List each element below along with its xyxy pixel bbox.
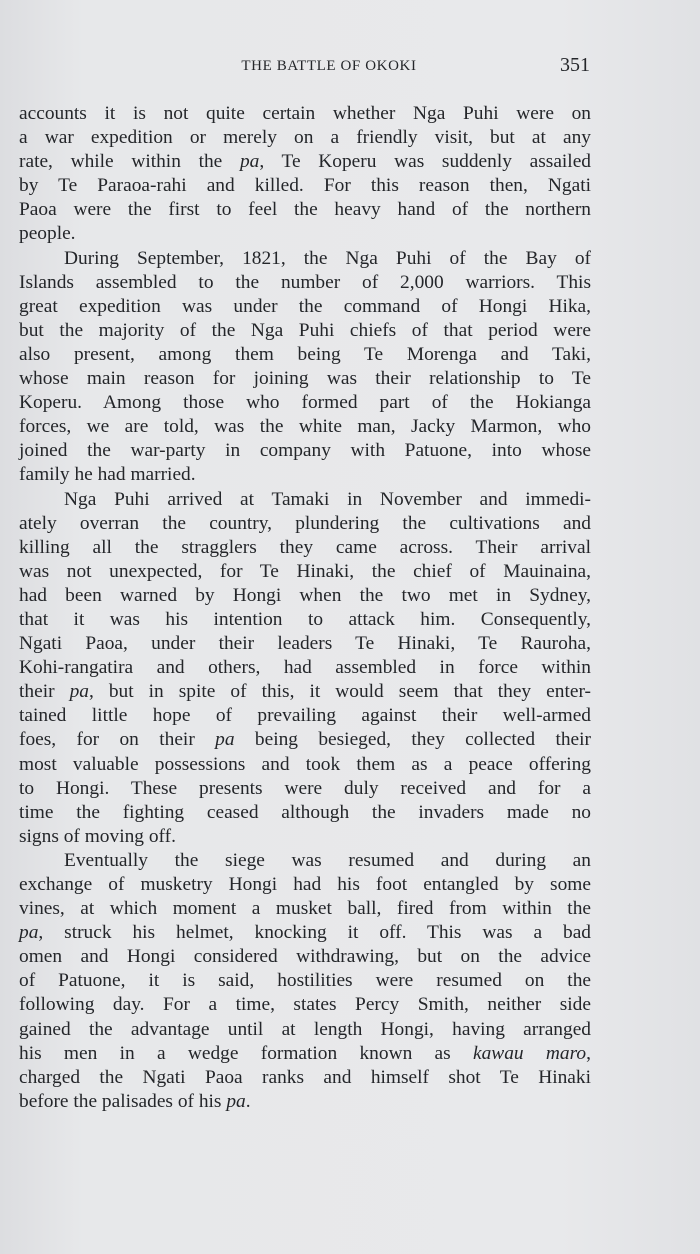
text-line: accounts it is not quite certain whether Nga Puhi were on <box>19 103 591 124</box>
text-line: his men in a wedge formation known as kawau maro, <box>19 1042 591 1064</box>
text-line: Paoa were the first to feel the heavy hand of the northern <box>19 199 591 221</box>
text-line: vines, at which moment a musket ball, fired from within the <box>19 898 591 920</box>
text-line: great expedition was under the command of Hongi Hika, <box>19 295 591 317</box>
paragraph-1 <box>19 102 591 247</box>
text-line: their pa, but in spite of this, it would seem that they enter- <box>19 681 591 703</box>
paragraph-3 <box>19 488 591 849</box>
text-line: of Patuone, it is said, hostilities were resumed on the <box>19 970 591 992</box>
text-line: Nga Puhi arrived at Tamaki in November and immedi- <box>64 488 591 510</box>
paragraph-2 <box>19 247 591 488</box>
running-title: THE BATTLE OF OKOKI <box>241 58 417 74</box>
text-line: tained little hope of prevailing against their well-armed <box>19 705 591 727</box>
text-line: by Te Paraoa-rahi and killed. For this reason then, Ngati <box>19 175 591 197</box>
text-line: Kohi-rangatira and others, had assembled in force within <box>19 657 591 679</box>
text-line: Islands assembled to the number of 2,000 warriors. This <box>19 271 591 293</box>
text-line: whose main reason for joining was their relationship to Te <box>19 368 591 390</box>
text-line: foes, for on their pa being besieged, they collected their <box>19 729 592 751</box>
text-line: was not unexpected, for Te Hinaki, the chief of Mauinaina, <box>19 560 591 582</box>
text-line: most valuable possessions and took them as a peace offering <box>19 753 591 775</box>
text-line: following day. For a time, states Percy Smith, neither side <box>19 994 591 1016</box>
text-line: During September, 1821, the Nga Puhi of the Bay of <box>64 247 591 269</box>
text-line: forces, we are told, was the white man, Jacky Marmon, who <box>19 416 591 438</box>
text-line: time the fighting ceased although the invaders made no <box>19 801 591 823</box>
text-line: Ngati Paoa, under their leaders Te Hinaki, Te Rauroha, <box>19 633 591 655</box>
text-line: Eventually the siege was resumed and during an <box>64 849 591 871</box>
text-line: but the majority of the Nga Puhi chiefs of that period were <box>19 319 591 341</box>
text-line: also present, among them being Te Morenga and Taki, <box>19 343 591 365</box>
body-text <box>19 102 591 1114</box>
text-line: a war expedition or merely on a friendly visit, but at any <box>19 127 591 149</box>
text-line: family he had married. <box>19 464 196 486</box>
paragraph-4 <box>19 849 591 1114</box>
text-line: rate, while within the pa, Te Koperu was suddenly assailed <box>19 151 591 173</box>
page-number: 351 <box>560 54 590 76</box>
text-line: charged the Ngati Paoa ranks and himself shot Te Hinaki <box>19 1066 591 1088</box>
page-header <box>20 54 590 84</box>
text-line: had been warned by Hongi when the two met in Sydney, <box>19 584 591 606</box>
text-line: Koperu. Among those who formed part of the Hokianga <box>19 392 591 414</box>
text-line: ately overran the country, plundering the cultivations and <box>19 512 591 534</box>
text-line: signs of moving off. <box>19 825 176 847</box>
text-line: pa, struck his helmet, knocking it off. This was a bad <box>19 922 591 944</box>
text-line: exchange of musketry Hongi had his foot entangled by some <box>19 874 591 895</box>
text-line: to Hongi. These presents were duly received and for a <box>19 777 591 799</box>
text-line: gained the advantage until at length Hongi, having arranged <box>19 1018 591 1040</box>
text-line: omen and Hongi considered withdrawing, but on the advice <box>19 946 591 968</box>
text-line: killing all the stragglers they came across. Their arrival <box>19 536 591 558</box>
text-line: people. <box>19 223 76 245</box>
text-line: before the palisades of his pa. <box>19 1090 251 1112</box>
text-line: joined the war-party in company with Patuone, into whose <box>19 440 591 462</box>
text-line: that it was his intention to attack him. Consequently, <box>19 608 591 630</box>
